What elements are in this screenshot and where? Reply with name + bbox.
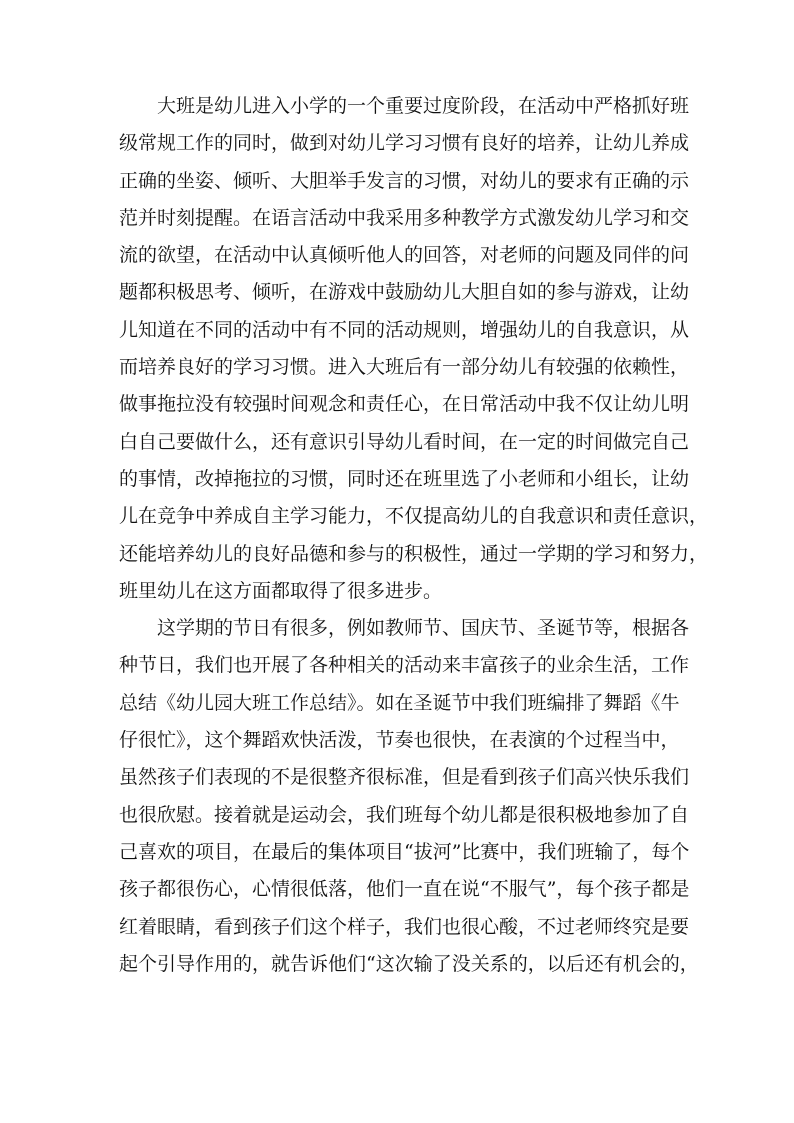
text-line: 而培养良好的学习习惯。进入大班后有一部分幼儿有较强的依赖性， [119, 356, 690, 379]
text-line: 起个引导作用的，就告诉他们“这次输了没关系的，以后还有机会的， [119, 952, 699, 975]
text-line: 的事情，改掉拖拉的习惯，同时还在班里选了小老师和小组长，让幼 [119, 467, 690, 490]
text-line: 总结《幼儿园大班工作总结》。如在圣诞节中我们班编排了舞蹈《牛 [119, 691, 680, 714]
text-line: 还能培养幼儿的良好品德和参与的积极性，通过一学期的学习和努力， [119, 542, 709, 565]
text-line: 题都积极思考、倾听，在游戏中鼓励幼儿大胆自如的参与游戏，让幼 [119, 281, 690, 304]
paragraph-holiday-activities [119, 610, 699, 983]
text-line: 大班是幼儿进入小学的一个重要过度阶段，在活动中严格抓好班 [157, 95, 690, 117]
text-line: 种节日，我们也开展了各种相关的活动来丰富孩子的业余生活，工作 [119, 654, 690, 677]
text-line: 做事拖拉没有较强时间观念和责任心，在日常活动中我不仅让幼儿明 [119, 393, 690, 416]
text-line: 级常规工作的同时，做到对幼儿学习习惯有良好的培养，让幼儿养成 [119, 132, 690, 155]
text-line: 这学期的节日有很多，例如教师节、国庆节、圣诞节等，根据各 [157, 617, 690, 640]
text-line: 白自己要做什么，还有意识引导幼儿看时间，在一定的时间做完自己 [119, 430, 690, 453]
text-line: 流的欲望，在活动中认真倾听他人的回答，对老师的问题及同伴的问 [119, 244, 690, 267]
text-line: 班里幼儿在这方面都取得了很多进步。 [119, 579, 443, 602]
text-line: 儿知道在不同的活动中有不同的活动规则，增强幼儿的自我意识，从 [119, 318, 690, 341]
text-line: 红着眼睛，看到孩子们这个样子，我们也很心酸，不过老师终究是要 [119, 915, 690, 938]
text-line: 正确的坐姿、倾听、大胆举手发言的习惯，对幼儿的要求有正确的示 [119, 169, 690, 192]
text-line: 范并时刻提醒。在语言活动中我采用多种教学方式激发幼儿学习和交 [119, 206, 690, 229]
text-line: 孩子都很伤心，心情很低落，他们一直在说“不服气”，每个孩子都是 [119, 878, 690, 901]
paragraph-class-habits [119, 88, 709, 610]
text-line: 己喜欢的项目，在最后的集体项目“拔河”比赛中，我们班输了，每个 [119, 840, 690, 863]
text-line: 儿在竞争中养成自主学习能力，不仅提高幼儿的自我意识和责任意识， [119, 505, 709, 528]
text-line: 仔很忙》，这个舞蹈欢快活泼，节奏也很快，在表演的个过程当中， [119, 729, 680, 752]
document-body [119, 88, 709, 983]
text-line: 虽然孩子们表现的不是很整齐很标准，但是看到孩子们高兴快乐我们 [119, 766, 690, 789]
text-line: 也很欣慰。接着就是运动会，我们班每个幼儿都是很积极地参加了自 [119, 803, 690, 826]
